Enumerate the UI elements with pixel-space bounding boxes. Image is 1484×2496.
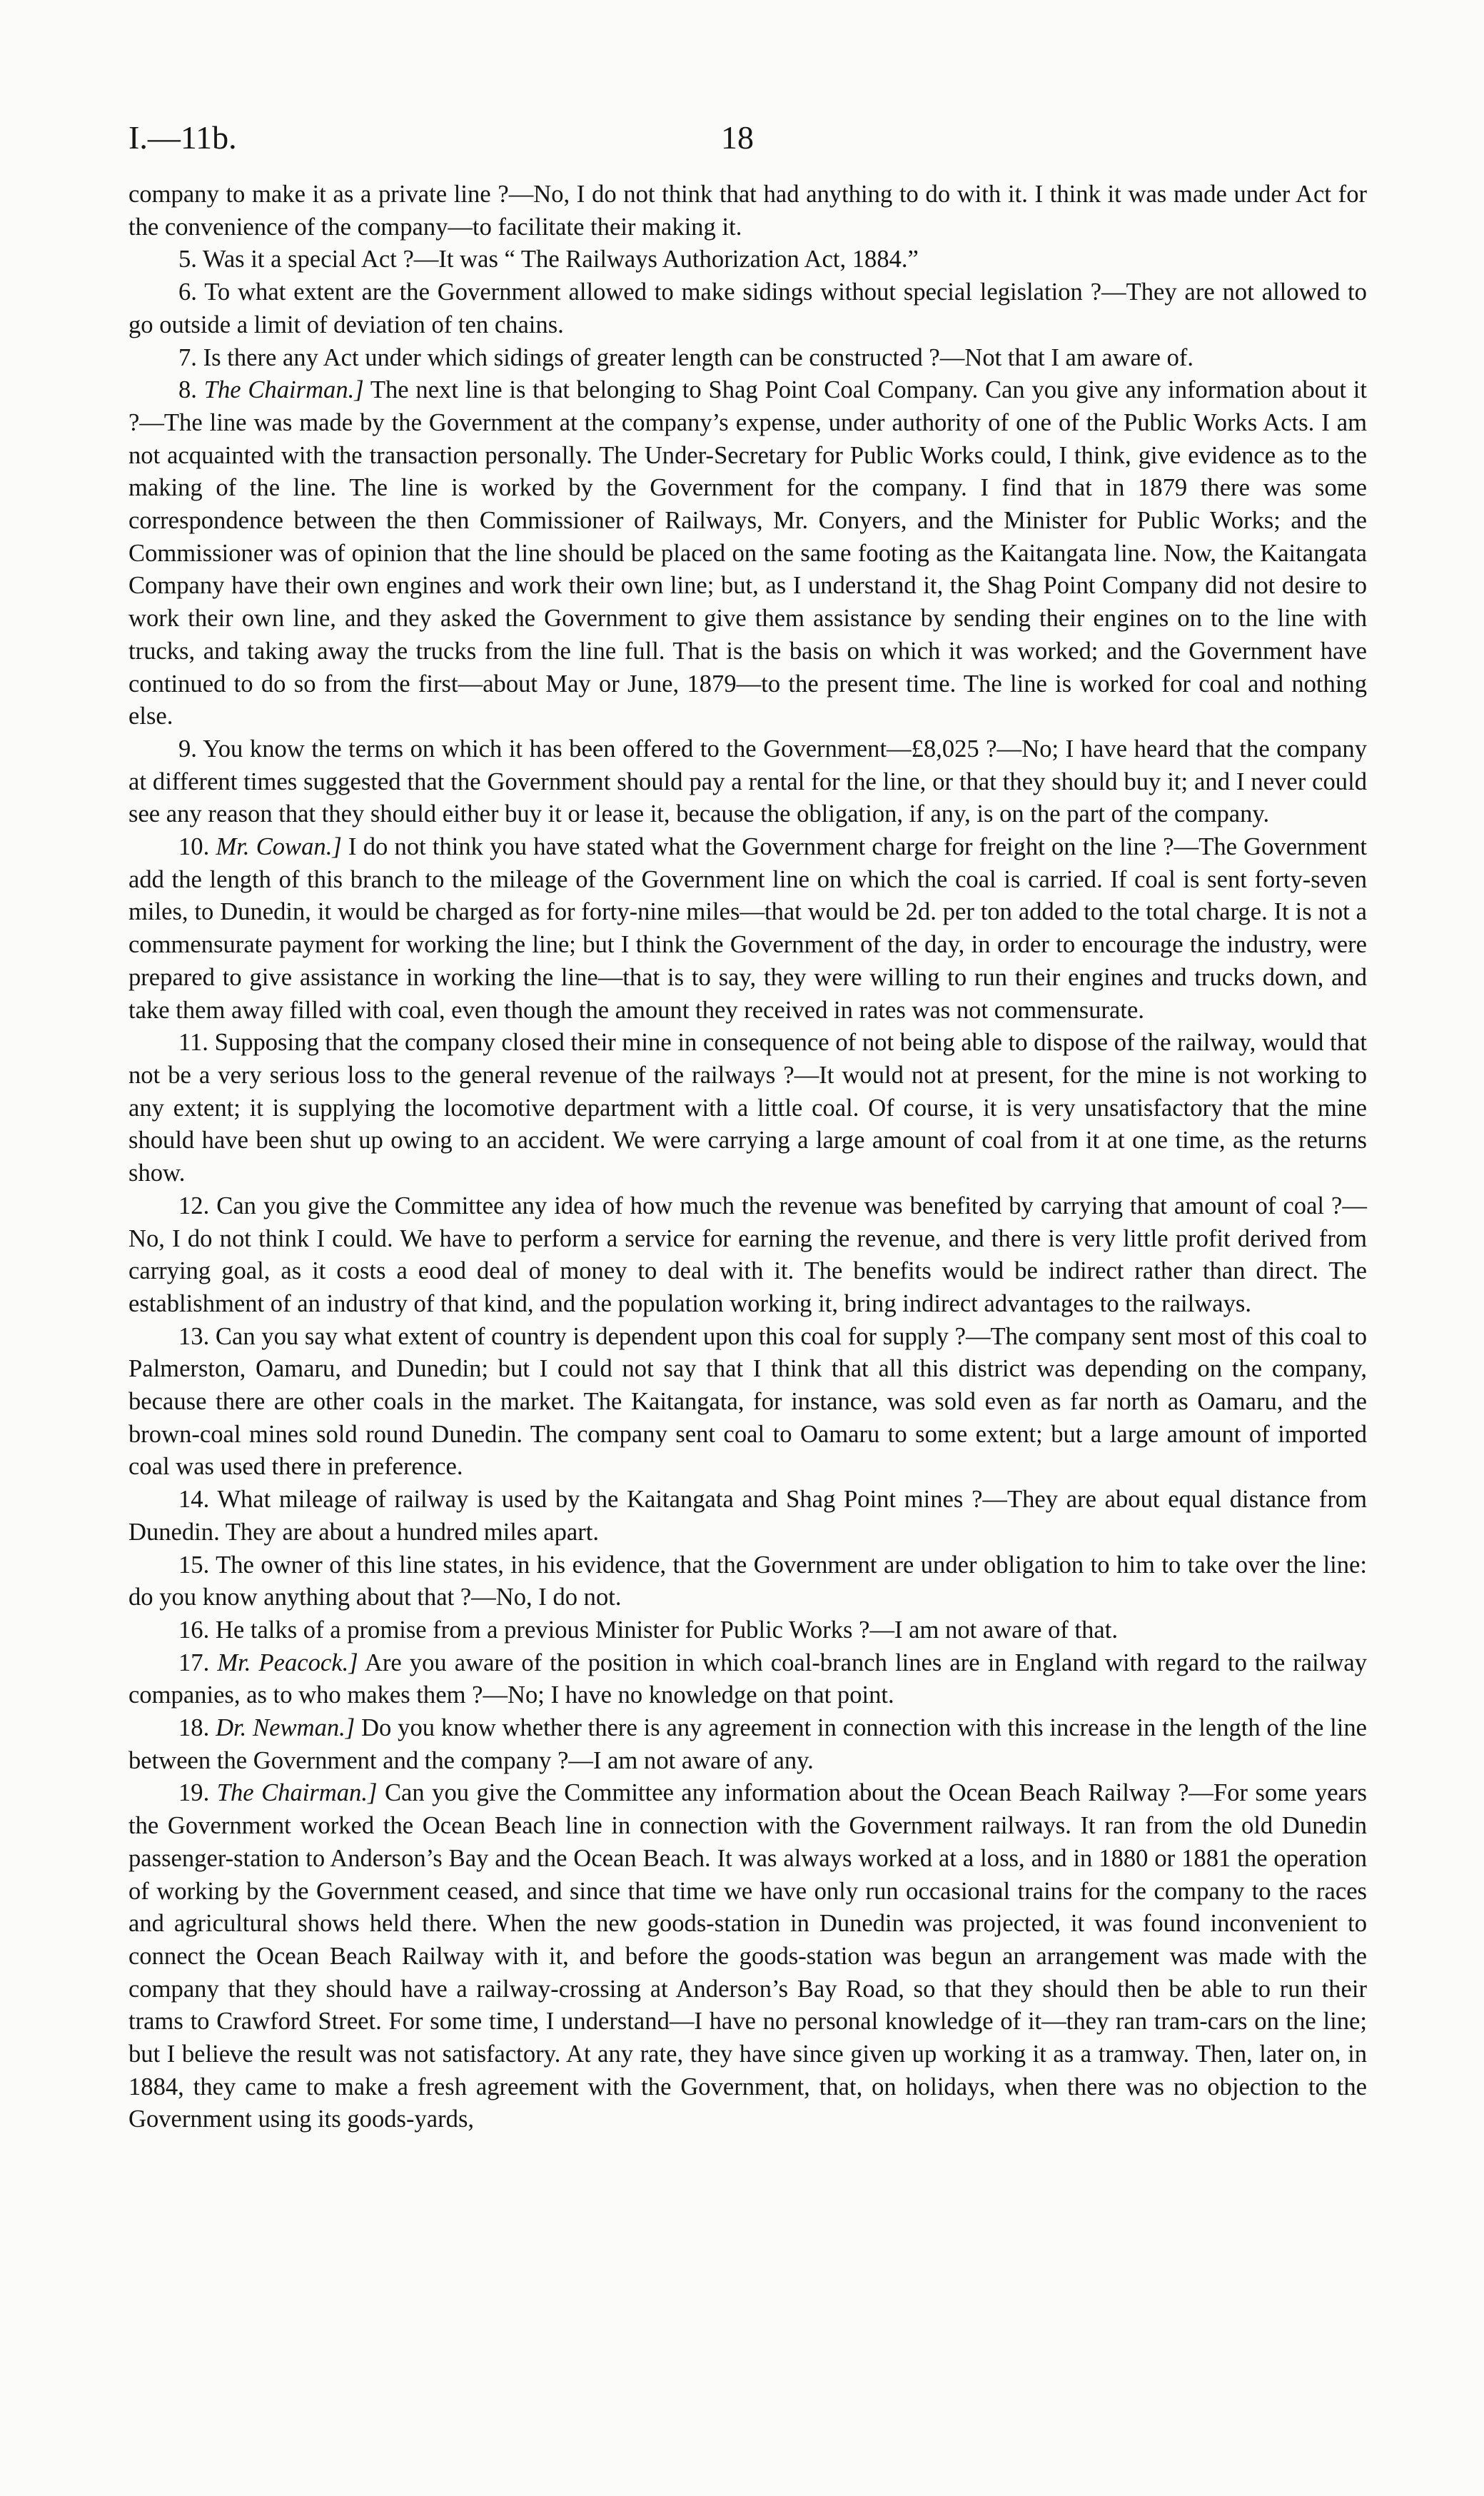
question-number: 13. xyxy=(178,1322,210,1350)
paragraph-p0 xyxy=(128,178,1367,243)
page-header xyxy=(128,114,1367,171)
document-code: I.—11b. xyxy=(128,119,237,156)
speaker-label: The Chairman.] xyxy=(216,1779,378,1807)
paragraph-p14 xyxy=(128,1484,1367,1549)
paragraph-text: The owner of this line states, in his evidence, that the Government are under obligation to him to take over the line: do you know anything about that ?—No, I do not. xyxy=(128,1551,1367,1611)
speaker-label: Mr. Peacock.] xyxy=(217,1649,358,1676)
paragraph-text: company to make it as a private line ?—No, I do not think that had anything to do with it. I think it was made under Act for the convenience of the company—to facilitate their making it. xyxy=(128,181,1367,241)
question-number: 11. xyxy=(178,1029,208,1057)
speaker-label: The Chairman.] xyxy=(203,376,364,404)
paragraph-text: Is there any Act under which sidings of greater length can be constructed ?—Not that I am aware of. xyxy=(203,343,1194,371)
paragraph-p16 xyxy=(128,1614,1367,1647)
paragraph-text: The next line is that belonging to Shag Point Coal Company. Can you give any information about it ?—The line was made by the Government at the company’s expense, under authority of one of the Public Works Acts. I am not acquainted with the transaction personally. The Under-Secretary for Public Works could, I think, give evidence as to the making of the line. The line is worked by the Government for the company. I find that in 1879 there was some correspondence between the then Commissioner of Railways, Mr. Conyers, and the Minister for Public Works; and the Commissioner was of opinion that the line should be placed on the same footing as the Kaitangata line. Now, the Kaitangata Company have their own engines and work their own line; but, as I understand it, the Shag Point Company did not desire to work their own line, and they asked the Government to give them assistance by sending their engines on to the line with trucks, and taking away the trucks from the line full. That is the basis on which it was worked; and the Government have continued to do so from the first—about May or June, 1879—to the present time. The line is worked for coal and nothing else. xyxy=(128,376,1367,730)
paragraph-text: I do not think you have stated what the Government charge for freight on the line ?—The Government add the length of this branch to the mileage of the Government line on which the coal is carried. If coal is sent forty-seven miles, to Dunedin, it would be charged as for forty-nine miles—that would be 2d. per ton added to the total charge. It is not a commensurate payment for working the line; but I think the Government of the day, in order to encourage the industry, were prepared to give assistance in working the line—that is to say, they were willing to run their engines and trucks down, and take them away filled with coal, even though the amount they received in rates was not commensurate. xyxy=(128,833,1367,1024)
paragraph-text: You know the terms on which it has been offered to the Government—£8,025 ?—No; I have heard that the company at different times suggested that the Government should pay a rental for the line, or that they should buy it; and I never could see any reason that they should either buy it or lease it, because the obligation, if any, is on the part of the company. xyxy=(128,735,1367,828)
paragraph-text: Do you know whether there is any agreement in connection with this increase in the length of the line between the Government and the company ?—I am not aware of any. xyxy=(128,1714,1367,1774)
question-number: 18. xyxy=(178,1714,210,1742)
speaker-label: Mr. Cowan.] xyxy=(216,833,342,861)
paragraph-text: He talks of a promise from a previous Minister for Public Works ?—I am not aware of that. xyxy=(215,1616,1119,1644)
paragraph-text: What mileage of railway is used by the Kaitangata and Shag Point mines ?—They are about equal distance from Dunedin. They are about a hundred miles apart. xyxy=(128,1486,1367,1546)
paragraph-p13 xyxy=(128,1321,1367,1484)
paragraph-text: To what extent are the Government allowed to make sidings without special legislation ?—They are not allowed to go outside a limit of deviation of ten chains. xyxy=(128,278,1367,338)
document-body xyxy=(128,178,1367,2136)
paragraph-p10 xyxy=(128,831,1367,1027)
paragraph-text: Can you give the Committee any information about the Ocean Beach Railway ?—For some years the Government worked the Ocean Beach line in connection with the Government railways. It ran from the old Dunedin passenger-station to Anderson’s Bay and the Ocean Beach. It was always worked at a loss, and in 1880 or 1881 the operation of working by the Government ceased, and since that time we have only run occasional trains for the company to the races and agricultural shows held there. When the new goods-station in Dunedin was projected, it was found inconvenient to connect the Ocean Beach Railway with it, and before the goods-station was begun an arrangement was made with the company that they should have a railway-crossing at Anderson’s Bay Road, so that they should then be able to run their trams to Crawford Street. For some time, I understand—I have no personal knowledge of it—they ran tram-cars on the line; but I believe the result was not satisfactory. At any rate, they have since given up working it as a tramway. Then, later on, in 1884, they came to make a fresh agreement with the Government, that, on holidays, when there was no objection to the Government using its goods-yards, xyxy=(128,1779,1367,2133)
question-number: 14. xyxy=(178,1486,210,1514)
question-number: 19. xyxy=(178,1779,210,1807)
paragraph-p18 xyxy=(128,1712,1367,1777)
paragraph-p5 xyxy=(128,243,1367,276)
question-number: 15. xyxy=(178,1551,210,1579)
paragraph-text: Was it a special Act ?—It was “ The Railways Authorization Act, 1884.” xyxy=(202,246,919,273)
paragraph-p7 xyxy=(128,342,1367,375)
paragraph-p11 xyxy=(128,1027,1367,1190)
paragraph-text: Can you say what extent of country is dependent upon this coal for supply ?—The company sent most of this coal to Palmerston, Oamaru, and Dunedin; but I could not say that I think that all this district was depending on the company, because there are other coals in the market. The Kaitangata, for instance, was sold even as far north as Oamaru, and the brown-coal mines sold round Dunedin. The company sent coal to Oamaru to some extent; but a large amount of imported coal was used there in preference. xyxy=(128,1322,1367,1481)
question-number: 12. xyxy=(178,1192,210,1219)
question-number: 7. xyxy=(178,343,197,371)
paragraph-p15 xyxy=(128,1549,1367,1614)
question-number: 9. xyxy=(178,735,197,763)
question-number: 5. xyxy=(178,246,197,273)
question-number: 8. xyxy=(178,376,197,404)
question-number: 16. xyxy=(178,1616,210,1644)
question-number: 6. xyxy=(178,278,197,306)
paragraph-p6 xyxy=(128,276,1367,341)
paragraph-text: Supposing that the company closed their mine in consequence of not being able to dispose of the railway, would that not be a very serious loss to the general revenue of the railways ?—It would not at present, for the mine is not working to any extent; it is supplying the locomotive department with a little coal. Of course, it is very unsatisfactory that the mine should have been shut up owing to an accident. We were carrying a large amount of coal from it at one time, as the returns show. xyxy=(128,1029,1367,1187)
question-number: 17. xyxy=(178,1649,210,1676)
paragraph-text: Are you aware of the position in which coal-branch lines are in England with regard to the railway companies, as to who makes them ?—No; I have no knowledge on that point. xyxy=(128,1649,1367,1709)
document-page xyxy=(128,114,1367,2136)
page-number: 18 xyxy=(721,119,754,156)
speaker-label: Dr. Newman.] xyxy=(216,1714,355,1742)
paragraph-p8 xyxy=(128,374,1367,733)
paragraph-p9 xyxy=(128,733,1367,831)
paragraph-p12 xyxy=(128,1190,1367,1321)
paragraph-p17 xyxy=(128,1647,1367,1712)
paragraph-p19 xyxy=(128,1777,1367,2136)
question-number: 10. xyxy=(178,833,210,861)
paragraph-text: Can you give the Committee any idea of how much the revenue was benefited by carrying that amount of coal ?—No, I do not think I could. We have to perform a service for earning the revenue, and there is very little profit derived from carrying goal, as it costs a eood deal of money to deal with it. The benefits would be indirect rather than direct. The establishment of an industry of that kind, and the population working it, bring indirect advantages to the railways. xyxy=(128,1192,1367,1317)
